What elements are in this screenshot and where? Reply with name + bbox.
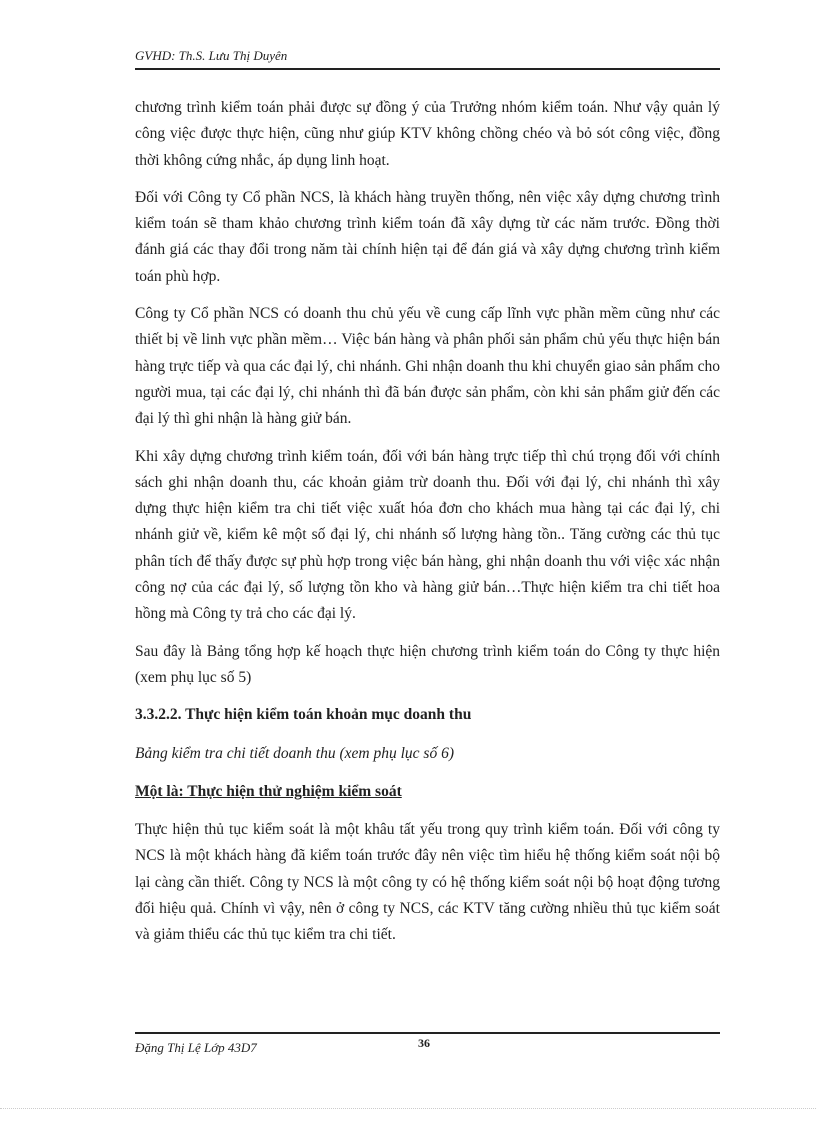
paragraph-1: chương trình kiểm toán phải được sự đồng ý của Trưởng nhóm kiểm toán. Như vậy quản lý công việc được thực hiện, cũng như giúp KTV không chồng chéo và bỏ sót công việc, đồng thời không cứng nhắc, áp dụng linh hoạt. bbox=[135, 99, 720, 169]
paragraph-2: Đối với Công ty Cổ phần NCS, là khách hàng truyền thống, nên việc xây dựng chương trình kiểm toán sẽ tham khảo chương trình kiểm toán đã xây dựng từ các năm trước. Đồng thời đánh giá các thay đổi trong năm tài chính hiện tại để đán giá và xây dựng chương trình kiểm toán phù hợp. bbox=[135, 188, 720, 285]
section-heading: 3.3.2.2. Thực hiện kiểm toán khoản mục doanh thu bbox=[135, 706, 472, 724]
paragraph-6: Thực hiện thủ tục kiểm soát là một khâu tất yếu trong quy trình kiểm toán. Đối với công ty NCS là một khách hàng đã kiểm toán trước đây nên việc tìm hiểu hệ thống kiểm soát nội bộ lại càng cần thiết. Công ty NCS là một công ty có hệ thống kiểm soát nội bộ hoạt động tương đối hiệu quả. Chính vì vậy, nên ở công ty NCS, các KTV tăng cường nhiều thủ tục kiểm soát và giảm thiểu các thủ tục kiểm tra chi tiết. bbox=[135, 821, 720, 944]
footer-divider bbox=[135, 1032, 720, 1034]
page-number: 36 bbox=[418, 1036, 430, 1050]
paragraph-3: Công ty Cổ phần NCS có doanh thu chủ yếu về cung cấp lĩnh vực phần mềm cũng như các thiết bị về linh vực phần mềm… Việc bán hàng và phân phối sản phẩm chủ yếu thực hiện bán hàng trực tiếp và qua các đại lý, chi nhánh. Ghi nhận doanh thu khi chuyển giao sản phẩm cho người mua, tại các đại lý, chi nhánh thì đã bán được sản phẩm, còn khi sản phẩm giử đến các đại lý thì ghi nhận là hàng giử bán. bbox=[135, 305, 720, 428]
document-body bbox=[135, 95, 720, 960]
paragraph-5: Sau đây là Bảng tổng hợp kế hoạch thực hiện chương trình kiểm toán do Công ty thực hiện (xem phụ lục số 5) bbox=[135, 642, 720, 686]
page-header: GVHD: Th.S. Lưu Thị Duyên bbox=[135, 48, 720, 70]
subsection-heading: Một là: Thực hiện thử nghiệm kiểm soát bbox=[135, 782, 402, 800]
footer-author: Đặng Thị Lệ Lớp 43D7 bbox=[135, 1040, 257, 1055]
paragraph-4: Khi xây dựng chương trình kiểm toán, đối với bán hàng trực tiếp thì chú trọng đối với chính sách ghi nhận doanh thu, các khoản giảm trừ doanh thu. Đối với đại lý, chi nhánh thì xây dựng thực hiện kiểm tra chi tiết việc xuất hóa đơn cho khách mua hàng tại các đại lý, chi nhánh giử về, kiểm kê một số đại lý, chi nhánh số lượng hàng tồn.. Tăng cường các thủ tục phân tích để thấy được sự phù hợp trong việc bán hàng, ghi nhận doanh thu với việc xác nhận công nợ của các đại lý, số lượng tồn kho và hàng giử bán…Thực hiện kiểm tra chi tiết hoa hồng mà Công ty trả cho các đại lý. bbox=[135, 447, 720, 623]
page-bottom-dotted-line bbox=[0, 1108, 816, 1109]
appendix-reference: Bảng kiểm tra chi tiết doanh thu (xem phụ lục số 6) bbox=[135, 744, 454, 762]
